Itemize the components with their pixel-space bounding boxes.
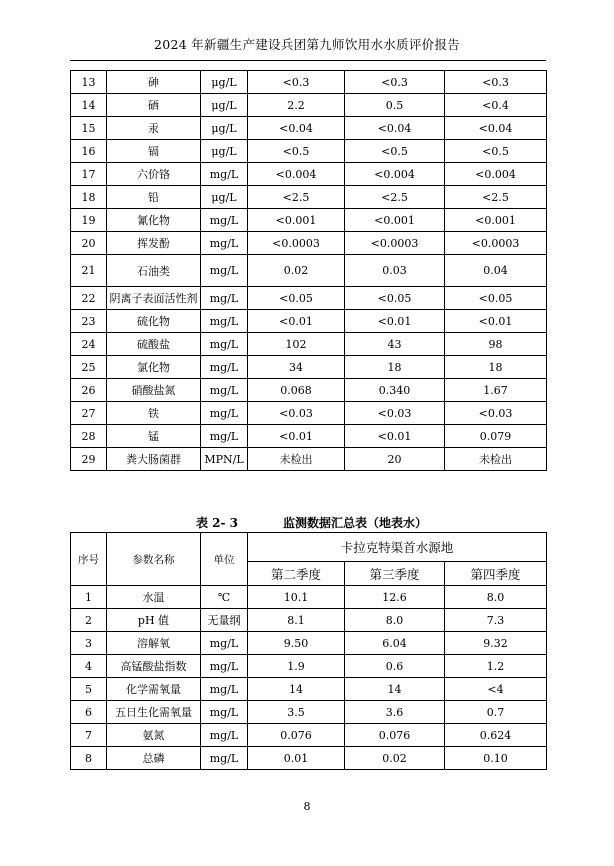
- cell-value: 0.02: [345, 747, 445, 770]
- cell-unit: μg/L: [201, 140, 248, 163]
- cell-value: 18: [345, 356, 445, 379]
- cell-unit: mg/L: [201, 701, 248, 724]
- table-row: [71, 255, 547, 287]
- table-row: [71, 232, 547, 255]
- header-site: 卡拉克特渠首水源地: [248, 533, 547, 562]
- table-row: [71, 724, 547, 747]
- cell-value: 0.076: [345, 724, 445, 747]
- cell-value: 0.01: [248, 747, 345, 770]
- cell-value: <0.05: [248, 287, 345, 310]
- cell-index: 20: [71, 232, 107, 255]
- table-row: [71, 609, 547, 632]
- cell-index: 7: [71, 724, 107, 747]
- cell-value: <0.05: [345, 287, 445, 310]
- table-row: [71, 402, 547, 425]
- cell-index: 18: [71, 186, 107, 209]
- table-row: [71, 163, 547, 186]
- cell-value: 98: [445, 333, 547, 356]
- cell-value: 1.2: [445, 655, 547, 678]
- table-row: [71, 333, 547, 356]
- cell-value: 3.6: [345, 701, 445, 724]
- cell-index: 25: [71, 356, 107, 379]
- cell-value: 18: [445, 356, 547, 379]
- cell-index: 4: [71, 655, 107, 678]
- cell-parameter: 硝酸盐氮: [107, 379, 201, 402]
- header-rule: [70, 60, 546, 61]
- table-row: [71, 310, 547, 333]
- cell-index: 1: [71, 586, 107, 609]
- table-caption-title: 监测数据汇总表（地表水）: [283, 516, 428, 530]
- cell-unit: mg/L: [201, 724, 248, 747]
- cell-value: 14: [248, 678, 345, 701]
- cell-unit: mg/L: [201, 356, 248, 379]
- cell-index: 24: [71, 333, 107, 356]
- cell-value: <0.04: [445, 117, 547, 140]
- cell-parameter: 镉: [107, 140, 201, 163]
- cell-value: <0.001: [248, 209, 345, 232]
- cell-parameter: 砷: [107, 71, 201, 94]
- cell-value: <2.5: [248, 186, 345, 209]
- cell-index: 17: [71, 163, 107, 186]
- table-row: [71, 586, 547, 609]
- cell-unit: mg/L: [201, 333, 248, 356]
- table-row: [71, 71, 547, 94]
- surface-water-table: [70, 532, 547, 770]
- cell-parameter: 粪大肠菌群: [107, 448, 201, 471]
- cell-parameter: 氨氮: [107, 724, 201, 747]
- cell-index: 2: [71, 609, 107, 632]
- cell-value: 0.340: [345, 379, 445, 402]
- cell-value: <0.03: [248, 402, 345, 425]
- cell-value: 0.6: [345, 655, 445, 678]
- table-row: [71, 94, 547, 117]
- cell-unit: μg/L: [201, 94, 248, 117]
- cell-value: 2.2: [248, 94, 345, 117]
- cell-value: <0.04: [345, 117, 445, 140]
- table-row: [71, 655, 547, 678]
- cell-value: 8.0: [445, 586, 547, 609]
- header-unit: 单位: [201, 533, 248, 586]
- cell-value: 0.03: [345, 255, 445, 287]
- cell-index: 26: [71, 379, 107, 402]
- cell-unit: mg/L: [201, 678, 248, 701]
- cell-index: 19: [71, 209, 107, 232]
- table-caption-number: 表 2- 3: [196, 516, 239, 530]
- cell-value: 0.10: [445, 747, 547, 770]
- cell-value: 0.04: [445, 255, 547, 287]
- cell-value: 34: [248, 356, 345, 379]
- cell-index: 14: [71, 94, 107, 117]
- cell-unit: mg/L: [201, 632, 248, 655]
- cell-parameter: 石油类: [107, 255, 201, 287]
- cell-parameter: 挥发酚: [107, 232, 201, 255]
- table-row: [71, 186, 547, 209]
- cell-value: 0.076: [248, 724, 345, 747]
- table-row: [71, 425, 547, 448]
- cell-value: <0.5: [248, 140, 345, 163]
- cell-unit: mg/L: [201, 232, 248, 255]
- cell-unit: μg/L: [201, 117, 248, 140]
- cell-value: <0.3: [248, 71, 345, 94]
- cell-index: 22: [71, 287, 107, 310]
- cell-unit: μg/L: [201, 71, 248, 94]
- cell-value: <0.0003: [445, 232, 547, 255]
- cell-unit: MPN/L: [201, 448, 248, 471]
- cell-unit: mg/L: [201, 163, 248, 186]
- cell-index: 23: [71, 310, 107, 333]
- cell-parameter: 高锰酸盐指数: [107, 655, 201, 678]
- cell-value: 43: [345, 333, 445, 356]
- cell-index: 29: [71, 448, 107, 471]
- cell-value: <4: [445, 678, 547, 701]
- cell-parameter: pH 值: [107, 609, 201, 632]
- cell-index: 5: [71, 678, 107, 701]
- cell-value: <0.5: [345, 140, 445, 163]
- cell-value: <0.01: [445, 310, 547, 333]
- cell-unit: ℃: [201, 586, 248, 609]
- cell-value: 8.0: [345, 609, 445, 632]
- cell-parameter: 溶解氧: [107, 632, 201, 655]
- cell-index: 3: [71, 632, 107, 655]
- cell-value: <0.0003: [345, 232, 445, 255]
- cell-parameter: 化学需氧量: [107, 678, 201, 701]
- table-continued-body: [71, 71, 547, 471]
- table-row: [71, 678, 547, 701]
- header-quarter: 第二季度: [248, 562, 345, 586]
- cell-value: 6.04: [345, 632, 445, 655]
- cell-value: <2.5: [345, 186, 445, 209]
- cell-parameter: 硫酸盐: [107, 333, 201, 356]
- cell-value: 20: [345, 448, 445, 471]
- cell-value: <0.4: [445, 94, 547, 117]
- cell-value: <0.3: [345, 71, 445, 94]
- header-quarter: 第三季度: [345, 562, 445, 586]
- table-row: [71, 140, 547, 163]
- header-index: 序号: [71, 533, 107, 586]
- cell-index: 28: [71, 425, 107, 448]
- cell-value: 14: [345, 678, 445, 701]
- cell-value: <0.001: [445, 209, 547, 232]
- table-row: [71, 209, 547, 232]
- cell-value: 7.3: [445, 609, 547, 632]
- header-quarter: 第四季度: [445, 562, 547, 586]
- cell-index: 21: [71, 255, 107, 287]
- table-continued: [70, 70, 547, 471]
- table-row: [71, 632, 547, 655]
- cell-index: 27: [71, 402, 107, 425]
- cell-value: 10.1: [248, 586, 345, 609]
- surface-water-table-body: [71, 586, 547, 770]
- cell-value: <0.05: [445, 287, 547, 310]
- cell-parameter: 氯化物: [107, 356, 201, 379]
- cell-value: <0.03: [445, 402, 547, 425]
- cell-value: <0.004: [345, 163, 445, 186]
- cell-value: <0.004: [445, 163, 547, 186]
- cell-value: <0.0003: [248, 232, 345, 255]
- cell-index: 16: [71, 140, 107, 163]
- page-number: 8: [303, 800, 311, 813]
- table-row: [71, 287, 547, 310]
- cell-value: 0.068: [248, 379, 345, 402]
- table-row: [71, 117, 547, 140]
- table-row: [71, 379, 547, 402]
- cell-unit: μg/L: [201, 186, 248, 209]
- cell-unit: mg/L: [201, 379, 248, 402]
- cell-parameter: 汞: [107, 117, 201, 140]
- cell-value: 9.50: [248, 632, 345, 655]
- page-header: 2024 年新疆生产建设兵团第九师饮用水水质评价报告: [153, 37, 461, 52]
- cell-unit: mg/L: [201, 747, 248, 770]
- cell-index: 13: [71, 71, 107, 94]
- cell-value: <0.01: [345, 310, 445, 333]
- table-row: [71, 356, 547, 379]
- cell-parameter: 六价铬: [107, 163, 201, 186]
- cell-parameter: 氰化物: [107, 209, 201, 232]
- cell-value: 0.02: [248, 255, 345, 287]
- cell-parameter: 阴离子表面活性剂: [107, 287, 201, 310]
- cell-unit: mg/L: [201, 209, 248, 232]
- cell-unit: mg/L: [201, 402, 248, 425]
- cell-value: 0.624: [445, 724, 547, 747]
- cell-value: <0.01: [248, 310, 345, 333]
- header-parameter: 参数名称: [107, 533, 201, 586]
- cell-value: <2.5: [445, 186, 547, 209]
- cell-unit: mg/L: [201, 287, 248, 310]
- cell-value: 未检出: [248, 448, 345, 471]
- cell-value: <0.001: [345, 209, 445, 232]
- cell-value: 未检出: [445, 448, 547, 471]
- cell-index: 6: [71, 701, 107, 724]
- cell-unit: 无量纲: [201, 609, 248, 632]
- cell-parameter: 水温: [107, 586, 201, 609]
- cell-index: 8: [71, 747, 107, 770]
- cell-value: 0.079: [445, 425, 547, 448]
- cell-value: <0.01: [345, 425, 445, 448]
- cell-parameter: 总磷: [107, 747, 201, 770]
- cell-value: 1.67: [445, 379, 547, 402]
- cell-value: 9.32: [445, 632, 547, 655]
- cell-value: <0.03: [345, 402, 445, 425]
- table-row: [71, 701, 547, 724]
- cell-parameter: 铁: [107, 402, 201, 425]
- cell-parameter: 五日生化需氧量: [107, 701, 201, 724]
- cell-value: 0.5: [345, 94, 445, 117]
- cell-value: 12.6: [345, 586, 445, 609]
- cell-unit: mg/L: [201, 255, 248, 287]
- cell-value: 1.9: [248, 655, 345, 678]
- table-row: [71, 747, 547, 770]
- cell-unit: mg/L: [201, 425, 248, 448]
- cell-unit: mg/L: [201, 310, 248, 333]
- cell-value: <0.5: [445, 140, 547, 163]
- cell-parameter: 铅: [107, 186, 201, 209]
- cell-value: <0.01: [248, 425, 345, 448]
- cell-parameter: 硫化物: [107, 310, 201, 333]
- cell-value: 0.7: [445, 701, 547, 724]
- cell-value: <0.04: [248, 117, 345, 140]
- cell-value: 8.1: [248, 609, 345, 632]
- cell-unit: mg/L: [201, 655, 248, 678]
- cell-parameter: 硒: [107, 94, 201, 117]
- cell-parameter: 锰: [107, 425, 201, 448]
- cell-index: 15: [71, 117, 107, 140]
- table-row: [71, 448, 547, 471]
- cell-value: <0.004: [248, 163, 345, 186]
- cell-value: <0.3: [445, 71, 547, 94]
- cell-value: 102: [248, 333, 345, 356]
- cell-value: 3.5: [248, 701, 345, 724]
